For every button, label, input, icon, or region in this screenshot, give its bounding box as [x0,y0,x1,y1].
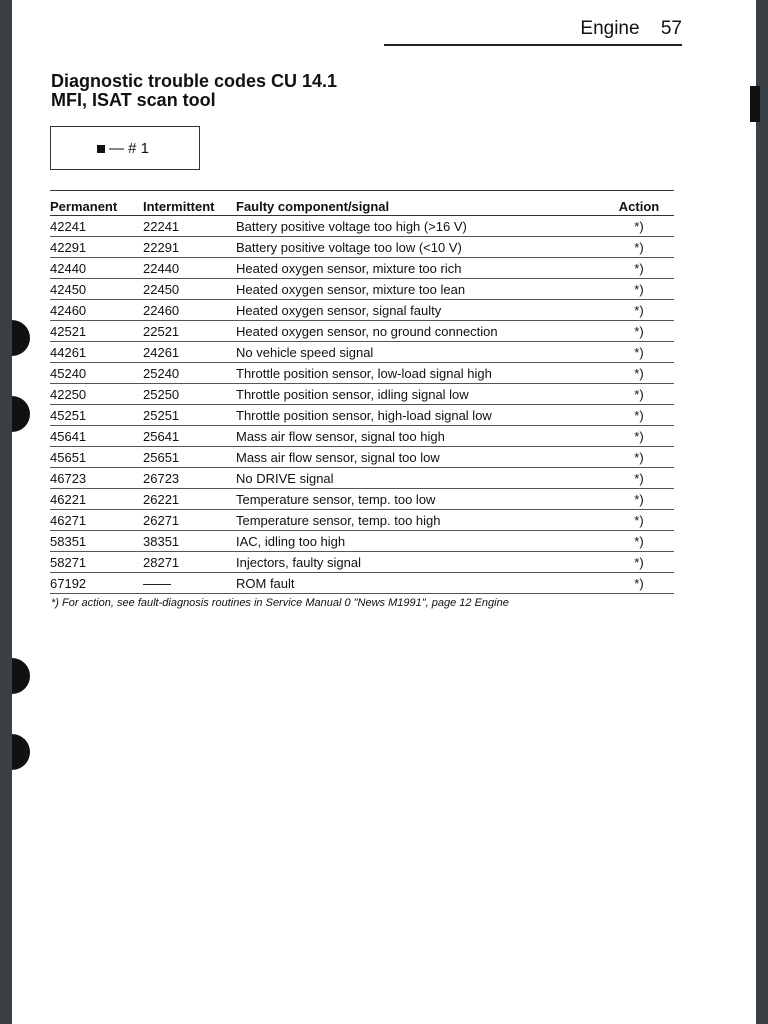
page-header [384,18,682,46]
cell-action: *) [604,258,674,279]
table-row [50,405,674,426]
cell-intermittent: 22291 [143,237,236,258]
cell-permanent: 67192 [50,573,143,594]
cell-permanent: 46271 [50,510,143,531]
cell-intermittent: 22440 [143,258,236,279]
cell-faulty-component: Throttle position sensor, idling signal low [236,384,604,405]
cell-intermittent: 25651 [143,447,236,468]
cell-intermittent: 26723 [143,468,236,489]
cell-faulty-component: Temperature sensor, temp. too low [236,489,604,510]
table-body [50,216,674,594]
cell-intermittent: 24261 [143,342,236,363]
cell-permanent: 58271 [50,552,143,573]
cell-intermittent: 25251 [143,405,236,426]
cell-action: *) [604,342,674,363]
footnote: *) For action, see fault-diagnosis routines in Service Manual 0 "News M1991", page 12 Engine [51,597,509,609]
cell-action: *) [604,237,674,258]
table-row [50,216,674,237]
table-top-rule [50,190,674,191]
cell-action: *) [604,405,674,426]
table-row [50,552,674,573]
table-row [50,510,674,531]
cell-faulty-component: Heated oxygen sensor, no ground connection [236,321,604,342]
section-title: Engine [580,18,640,39]
table-row [50,237,674,258]
cell-intermittent: 22460 [143,300,236,321]
spine-line [757,122,758,154]
title-line-1: Diagnostic trouble codes CU 14.1 [51,71,338,91]
cell-intermittent: 22450 [143,279,236,300]
cell-permanent: 42440 [50,258,143,279]
cell-faulty-component: Temperature sensor, temp. too high [236,510,604,531]
cell-permanent: 46221 [50,489,143,510]
page-title [51,72,337,110]
cell-faulty-component: IAC, idling too high [236,531,604,552]
cell-faulty-component: Mass air flow sensor, signal too low [236,447,604,468]
cell-faulty-component: Mass air flow sensor, signal too high [236,426,604,447]
cell-permanent: 45240 [50,363,143,384]
square-bullet-icon [97,145,105,153]
cell-intermittent: 25250 [143,384,236,405]
cell-action: *) [604,468,674,489]
cell-permanent: 45651 [50,447,143,468]
no-code-dash [143,584,171,585]
cell-intermittent: 25641 [143,426,236,447]
cell-action: *) [604,279,674,300]
header-intermittent: Intermittent [143,197,236,216]
cell-permanent: 42250 [50,384,143,405]
header-faulty-component: Faulty component/signal [236,197,604,216]
cell-faulty-component: No vehicle speed signal [236,342,604,363]
table-header-row [50,197,674,216]
cell-action: *) [604,531,674,552]
table-row [50,300,674,321]
cell-action: *) [604,384,674,405]
cell-permanent: 42450 [50,279,143,300]
cell-faulty-component: Heated oxygen sensor, mixture too rich [236,258,604,279]
cell-intermittent: 26271 [143,510,236,531]
cell-faulty-component: ROM fault [236,573,604,594]
page-number: 57 [660,18,682,39]
cell-faulty-component: Battery positive voltage too high (>16 V) [236,216,604,237]
cell-action: *) [604,552,674,573]
cell-intermittent: 25240 [143,363,236,384]
cell-permanent: 42521 [50,321,143,342]
cell-action: *) [604,300,674,321]
cell-faulty-component: Heated oxygen sensor, mixture too lean [236,279,604,300]
cell-permanent: 44261 [50,342,143,363]
cell-permanent: 45641 [50,426,143,447]
table-row [50,531,674,552]
header-action: Action [604,197,674,216]
header-permanent: Permanent [50,197,143,216]
cell-action: *) [604,363,674,384]
table-row [50,321,674,342]
boxed-label [50,126,200,170]
cell-action: *) [604,426,674,447]
cell-faulty-component: Throttle position sensor, low-load signal high [236,363,604,384]
table-row [50,468,674,489]
table-row [50,489,674,510]
cell-permanent: 42291 [50,237,143,258]
cell-permanent: 42241 [50,216,143,237]
cell-action: *) [604,510,674,531]
cell-intermittent: 38351 [143,531,236,552]
table-row [50,384,674,405]
cell-faulty-component: Battery positive voltage too low (<10 V) [236,237,604,258]
table-row [50,426,674,447]
cell-action: *) [604,321,674,342]
table-row [50,573,674,594]
cell-action: *) [604,489,674,510]
cell-action: *) [604,573,674,594]
cell-intermittent: 28271 [143,552,236,573]
cell-permanent: 42460 [50,300,143,321]
table-row [50,363,674,384]
table-row [50,279,674,300]
codes-table [50,197,674,594]
spine-marker [750,86,760,122]
trouble-codes-table [50,190,674,594]
title-line-2: MFI, ISAT scan tool [51,90,216,110]
cell-intermittent: 22521 [143,321,236,342]
cell-action: *) [604,447,674,468]
table-row [50,447,674,468]
manual-page [12,0,756,1024]
cell-intermittent [143,573,236,594]
cell-faulty-component: Heated oxygen sensor, signal faulty [236,300,604,321]
table-row [50,258,674,279]
table-row [50,342,674,363]
boxed-label-text: — # 1 [109,140,150,157]
cell-faulty-component: Throttle position sensor, high-load signal low [236,405,604,426]
cell-permanent: 46723 [50,468,143,489]
cell-action: *) [604,216,674,237]
boxed-label-content [97,140,149,157]
cell-permanent: 45251 [50,405,143,426]
cell-permanent: 58351 [50,531,143,552]
cell-intermittent: 22241 [143,216,236,237]
cell-faulty-component: Injectors, faulty signal [236,552,604,573]
cell-intermittent: 26221 [143,489,236,510]
cell-faulty-component: No DRIVE signal [236,468,604,489]
